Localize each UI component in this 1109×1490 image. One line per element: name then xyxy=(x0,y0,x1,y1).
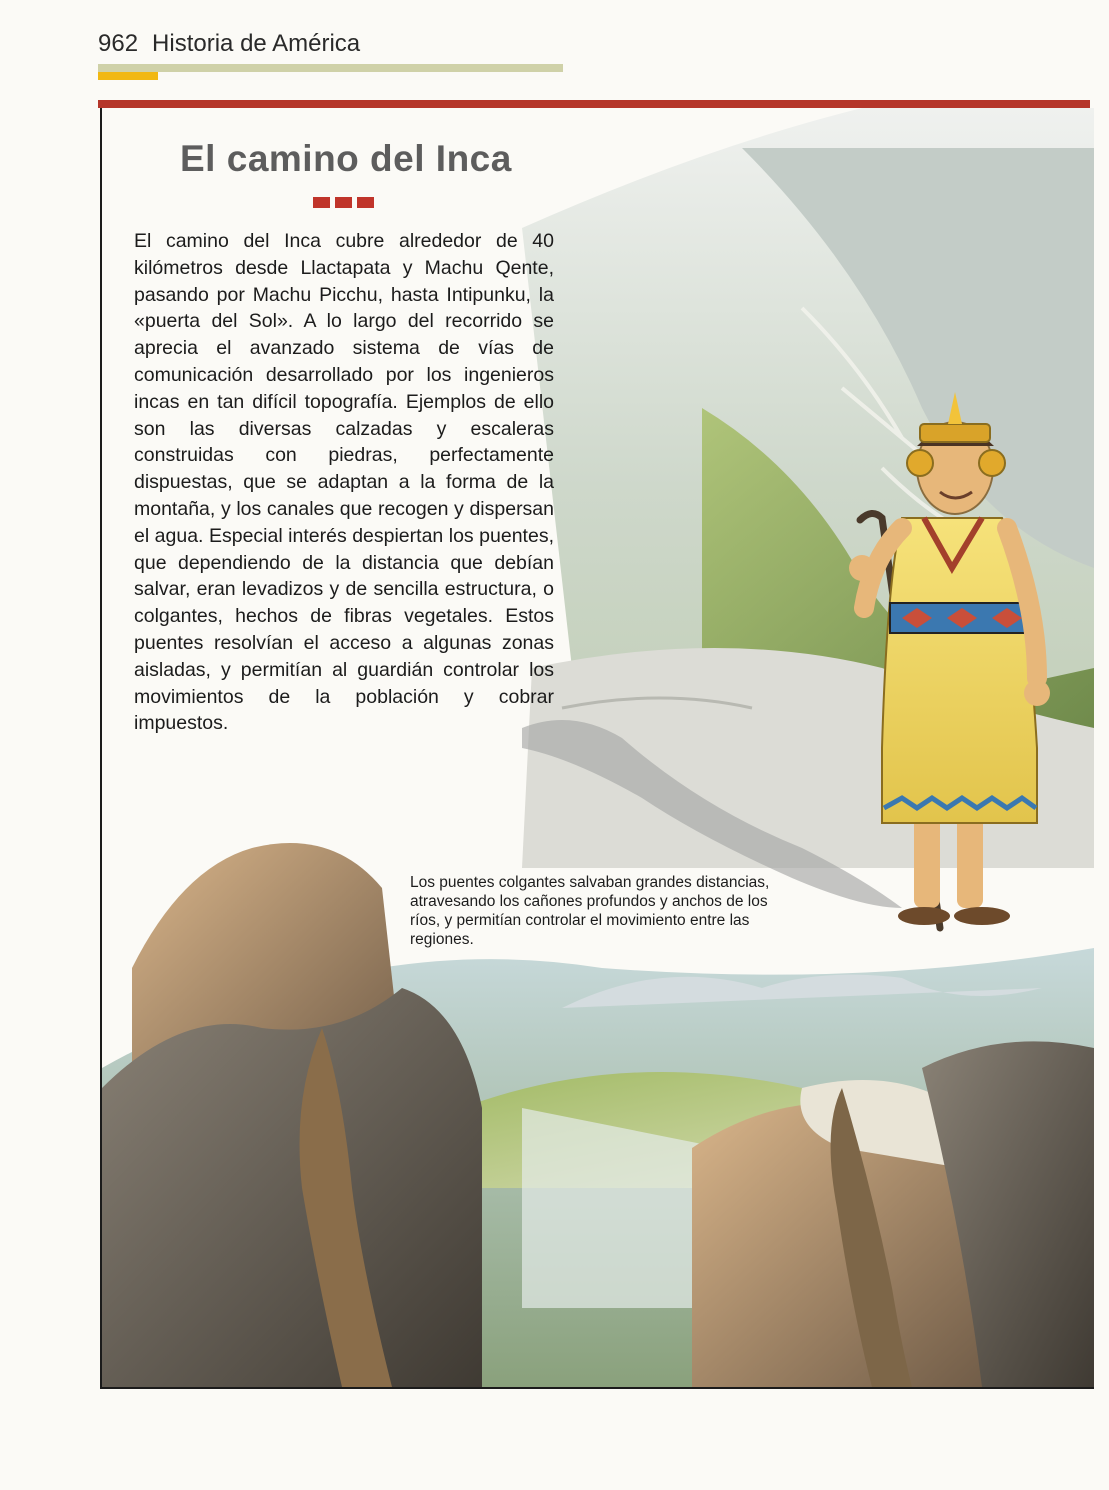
image-caption: Los puentes colgantes salvaban grandes distancias, atravesando los cañones profundos y anchos de los ríos, y permitían controlar el movimiento entre las regiones. xyxy=(410,874,770,948)
title-ornament xyxy=(313,197,374,208)
ornament-square xyxy=(335,197,352,208)
header-accent xyxy=(98,72,158,80)
top-red-rule xyxy=(98,100,1090,108)
ornament-square xyxy=(313,197,330,208)
section-title: Historia de América xyxy=(152,30,361,57)
page-number: 962 xyxy=(98,30,139,57)
frame-bottom-border xyxy=(100,1387,1094,1389)
header-bar xyxy=(98,64,563,72)
frame-left-border xyxy=(100,108,102,1388)
article-body: El camino del Inca cubre alrededor de 40 kilómetros desde Llactapata y Machu Qente, pasando por Machu Picchu, hasta Intipunku, la «puerta del Sol». A lo largo del recorrido se aprecia el avanzado sistema de vías de comunicación desarrollado por los ingenieros incas en tan difícil topografía. Ejemplos de ello son las diversas calzadas y escaleras construidas con piedras, perfectamente dispuestas, que se adaptan a la forma de la montaña, y los canales que recogen y dispersan el agua. Especial interés despiertan los puentes, que dependiendo de la distancia que debían salvar, eran levadizos y de sencilla estructura, o colgantes, hechos de fibras vegetales. Estos puentes resolvían el acceso a algunas zonas aisladas, y permitían al guardián controlar los movimientos de la población y cobrar impuestos. xyxy=(134,230,554,735)
running-header xyxy=(98,30,360,58)
ornament-square xyxy=(357,197,374,208)
article-title: El camino del Inca xyxy=(180,138,512,179)
